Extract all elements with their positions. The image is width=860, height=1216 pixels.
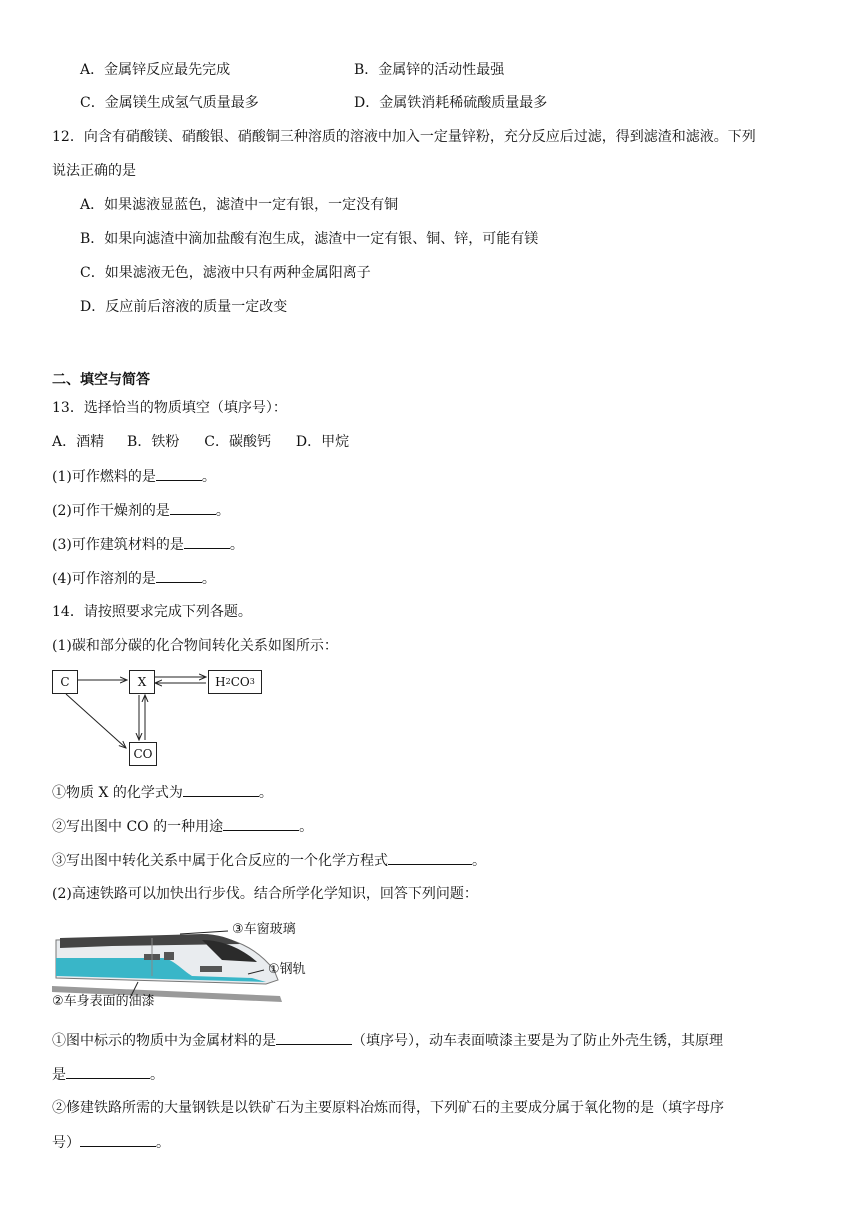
answer-blank[interactable] xyxy=(156,568,202,583)
h2co3-h: H xyxy=(215,675,226,689)
node-x: X xyxy=(129,670,155,694)
q14-t2-line2 xyxy=(52,1132,170,1153)
period: 。 xyxy=(156,1135,170,1151)
section-title: 二、填空与简答 xyxy=(52,372,150,388)
q13-part1-text: (1)可作燃料的是 xyxy=(52,469,156,485)
q14-s1-text: ①物质 X 的化学式为 xyxy=(52,785,183,801)
q14-t1a-text: ①图中标示的物质中为金属材料的是 xyxy=(52,1033,276,1049)
answer-blank[interactable] xyxy=(223,816,299,831)
q13-option-c: C．碳酸钙 xyxy=(204,434,271,450)
period: 。 xyxy=(299,819,314,835)
answer-blank[interactable] xyxy=(388,850,472,865)
q14-t1b-text: （填序号），动车表面喷漆主要是为了防止外壳生锈，其原理 xyxy=(352,1033,723,1049)
period: 。 xyxy=(201,469,216,485)
q11-option-c: C．金属镁生成氢气质量最多 xyxy=(80,95,259,111)
q14-s1 xyxy=(52,782,273,803)
q14-t2b-text: 号） xyxy=(52,1135,80,1151)
q13-part2 xyxy=(52,500,230,521)
answer-blank[interactable] xyxy=(276,1030,352,1045)
answer-blank[interactable] xyxy=(80,1132,156,1147)
q14-t1-line2 xyxy=(52,1064,164,1085)
answer-blank[interactable] xyxy=(183,782,259,797)
q13-part1 xyxy=(52,466,216,487)
node-c: C xyxy=(52,670,78,694)
q13-part3-text: (3)可作建筑材料的是 xyxy=(52,537,184,553)
q14-s3-text: ③写出图中转化关系中属于化合反应的一个化学方程式 xyxy=(52,853,388,869)
leader-glass xyxy=(180,931,228,934)
q13-option-d: D．甲烷 xyxy=(295,434,350,450)
arrow-c-to-co xyxy=(66,694,126,748)
label-glass: ③车窗玻璃 xyxy=(232,922,296,937)
q14-s3 xyxy=(52,850,486,871)
q14-part2-intro: (2)高速铁路可以加快出行步伐。结合所学化学知识，回答下列问题： xyxy=(52,886,478,902)
q12-option-c: C．如果滤液无色，滤液中只有两种金属阳离子 xyxy=(80,265,371,281)
train-window xyxy=(164,952,174,960)
q13-options xyxy=(52,432,349,452)
q14-t2-line1: ②修建铁路所需的大量钢铁是以铁矿石为主要原料冶炼而得，下列矿石的主要成分属于氧化物的是（填字母序 xyxy=(52,1100,724,1116)
q14-s2-text: ②写出图中 CO 的一种用途 xyxy=(52,819,224,835)
answer-blank[interactable] xyxy=(66,1064,150,1079)
q12-stem-line1: 12．向含有硝酸镁、硝酸银、硝酸铜三种溶质的溶液中加入一定量锌粉，充分反应后过滤，得到滤渣和滤液。下列 xyxy=(52,129,756,145)
q11-option-b: B．金属锌的活动性最强 xyxy=(354,62,505,78)
node-co: CO xyxy=(129,742,157,766)
node-h2co3 xyxy=(208,670,262,694)
q13-option-a: A．酒精 xyxy=(52,434,105,450)
period: 。 xyxy=(229,537,244,553)
q12-option-b: B．如果向滤渣中滴加盐酸有泡生成，滤渣中一定有银、铜、锌，可能有镁 xyxy=(80,231,539,247)
q12-stem-line2: 说法正确的是 xyxy=(52,163,136,179)
period: 。 xyxy=(472,853,486,869)
h2co3-sub3: 3 xyxy=(249,677,255,686)
q12-option-d: D．反应前后溶液的质量一定改变 xyxy=(80,299,288,315)
q14-t1c-text: 是 xyxy=(52,1067,66,1083)
period: 。 xyxy=(150,1067,164,1083)
q13-part3 xyxy=(52,534,244,555)
q13-part2-text: (2)可作干燥剂的是 xyxy=(52,503,170,519)
q11-option-d: D．金属铁消耗稀硫酸质量最多 xyxy=(354,95,548,111)
period: 。 xyxy=(215,503,230,519)
h2co3-co: CO xyxy=(230,675,250,689)
period: 。 xyxy=(201,571,216,587)
q13-option-b: B．铁粉 xyxy=(127,434,180,450)
label-paint: ②车身表面的油漆 xyxy=(52,994,155,1009)
h2co3-sub2: 2 xyxy=(225,677,231,686)
train-window xyxy=(200,966,222,972)
q14-part1-intro: (1)碳和部分碳的化合物间转化关系如图所示： xyxy=(52,638,338,654)
answer-blank[interactable] xyxy=(184,534,230,549)
answer-blank[interactable] xyxy=(156,466,202,481)
answer-blank[interactable] xyxy=(170,500,216,515)
q14-t1-line1 xyxy=(52,1030,723,1051)
q13-part4-text: (4)可作溶剂的是 xyxy=(52,571,156,587)
q11-option-a: A．金属锌反应最先完成 xyxy=(80,62,231,78)
carbon-conversion-diagram xyxy=(52,666,272,766)
label-rail: ①钢轨 xyxy=(268,962,306,977)
q12-option-a: A．如果滤液显蓝色，滤渣中一定有银，一定没有铜 xyxy=(80,197,399,213)
q14-stem: 14．请按照要求完成下列各题。 xyxy=(52,604,252,620)
q13-part4 xyxy=(52,568,216,589)
q14-s2 xyxy=(52,816,313,837)
train-illustration xyxy=(52,918,324,1014)
period: 。 xyxy=(258,785,273,801)
q13-stem: 13．选择恰当的物质填空（填序号）： xyxy=(52,400,287,416)
